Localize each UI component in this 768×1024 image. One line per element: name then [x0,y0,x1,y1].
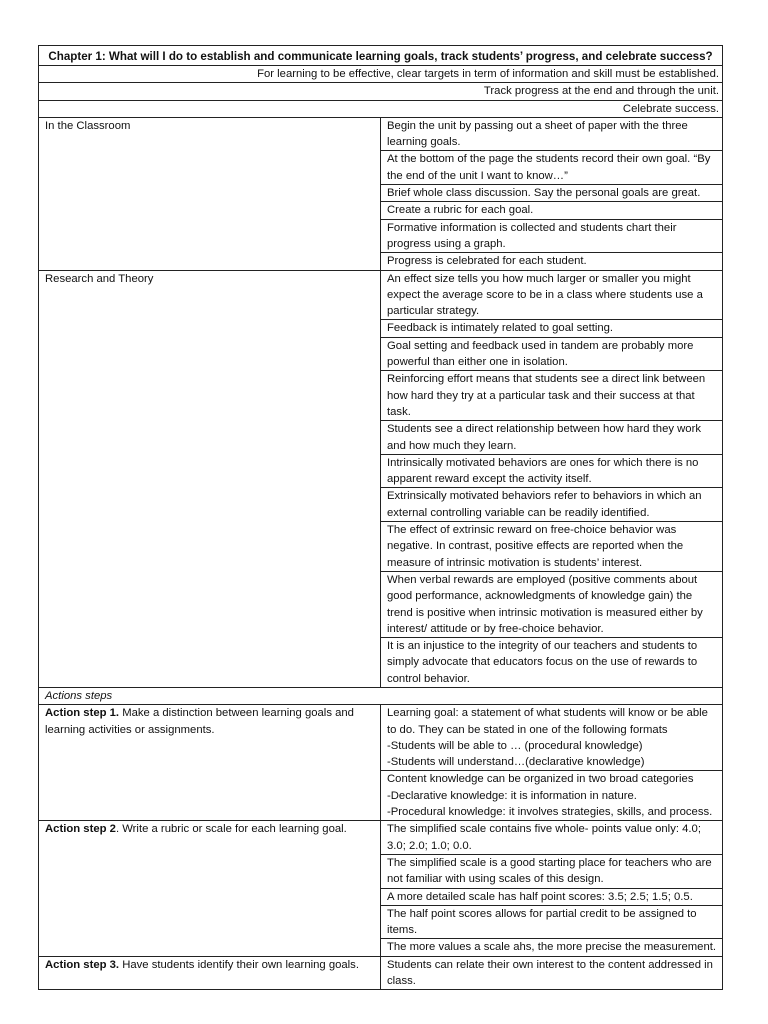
step2-item: The more values a scale ahs, the more precise the measurement. [381,939,723,956]
action-step-1-number: Action step 1. [45,707,120,720]
intro-line: Celebrate success. [39,100,723,117]
step2-item: The half point scores allows for partial credit to be assigned to items. [381,905,723,939]
action-step-3-label [39,956,381,990]
research-item: Students see a direct relationship between how hard they work and how much they learn. [381,421,723,455]
step1-item: Learning goal: a statement of what students will know or be able to do. They can be stated in one of the following formats -Students will be able to … (procedural knowledge) -Students will understand…(declarative knowledge) [381,705,723,771]
intro-line: For learning to be effective, clear targets in term of information and skill must be established. [39,66,723,83]
action-step-2-number: Action step 2 [45,823,116,836]
goals-table [38,45,723,990]
intro-line: Track progress at the end and through the unit. [39,83,723,100]
classroom-item: Brief whole class discussion. Say the personal goals are great. [381,185,723,202]
title-row [39,46,723,66]
step2-item: A more detailed scale has half point scores: 3.5; 2.5; 1.5; 0.5. [381,888,723,905]
action-step-1-label [39,705,381,821]
research-item: Intrinsically motivated behaviors are ones for which there is no apparent reward except the activity itself. [381,454,723,488]
research-item: Reinforcing effort means that students see a direct link between how hard they try at a particular task and their success at that task. [381,371,723,421]
research-item: When verbal rewards are employed (positive comments about good performance, acknowledgments of knowledge gain) the trend is positive when intrinsic motivation is measured either by interest/ attitude or by free-choice behavior. [381,571,723,637]
action-step-1-text: Make a distinction between learning goals and learning activities or assignments. [45,707,354,736]
step3-item: Students can relate their own interest to the content addressed in class. [381,956,723,990]
step2-item: The simplified scale contains five whole- points value only: 4.0; 3.0; 2.0; 1.0; 0.0. [381,821,723,855]
research-item: It is an injustice to the integrity of our teachers and students to simply advocate that educators focus on the use of rewards to control behavior. [381,638,723,688]
classroom-item: At the bottom of the page the students record their own goal. “By the end of the unit I want to know…” [381,151,723,185]
chapter-title: Chapter 1: What will I do to establish and communicate learning goals, track students’ progress, and celebrate success? [39,46,723,66]
step2-item: The simplified scale is a good starting place for teachers who are not familiar with using scales of this design. [381,854,723,888]
action-step-3-number: Action step 3. [45,958,120,971]
classroom-item: Begin the unit by passing out a sheet of paper with the three learning goals. [381,117,723,151]
section-label-classroom: In the Classroom [39,117,381,270]
action-step-2-text: . Write a rubric or scale for each learning goal. [115,823,347,836]
step1-item: Content knowledge can be organized in two broad categories -Declarative knowledge: it is information in nature. -Procedural knowledge: it involves strategies, skills, and process. [381,771,723,821]
research-item: The effect of extrinsic reward on free-choice behavior was negative. In contrast, positive effects are reported when the measure of intrinsic motivation is students’ interest. [381,522,723,572]
research-item: Extrinsically motivated behaviors refer to behaviors in which an external controlling variable can be readily identified. [381,488,723,522]
research-item: An effect size tells you how much larger or smaller you might expect the average score to be in a class where students use a particular strategy. [381,270,723,320]
action-step-2-label [39,821,381,956]
action-step-3-text: Have students identify their own learning goals. [119,958,359,971]
classroom-item: Create a rubric for each goal. [381,202,723,219]
classroom-item: Formative information is collected and students chart their progress using a graph. [381,219,723,253]
actions-heading: Actions steps [39,687,723,704]
section-label-research: Research and Theory [39,270,381,687]
research-item: Feedback is intimately related to goal setting. [381,320,723,337]
classroom-item: Progress is celebrated for each student. [381,253,723,270]
document-page [38,45,723,990]
research-item: Goal setting and feedback used in tandem are probably more powerful than either one in isolation. [381,337,723,371]
